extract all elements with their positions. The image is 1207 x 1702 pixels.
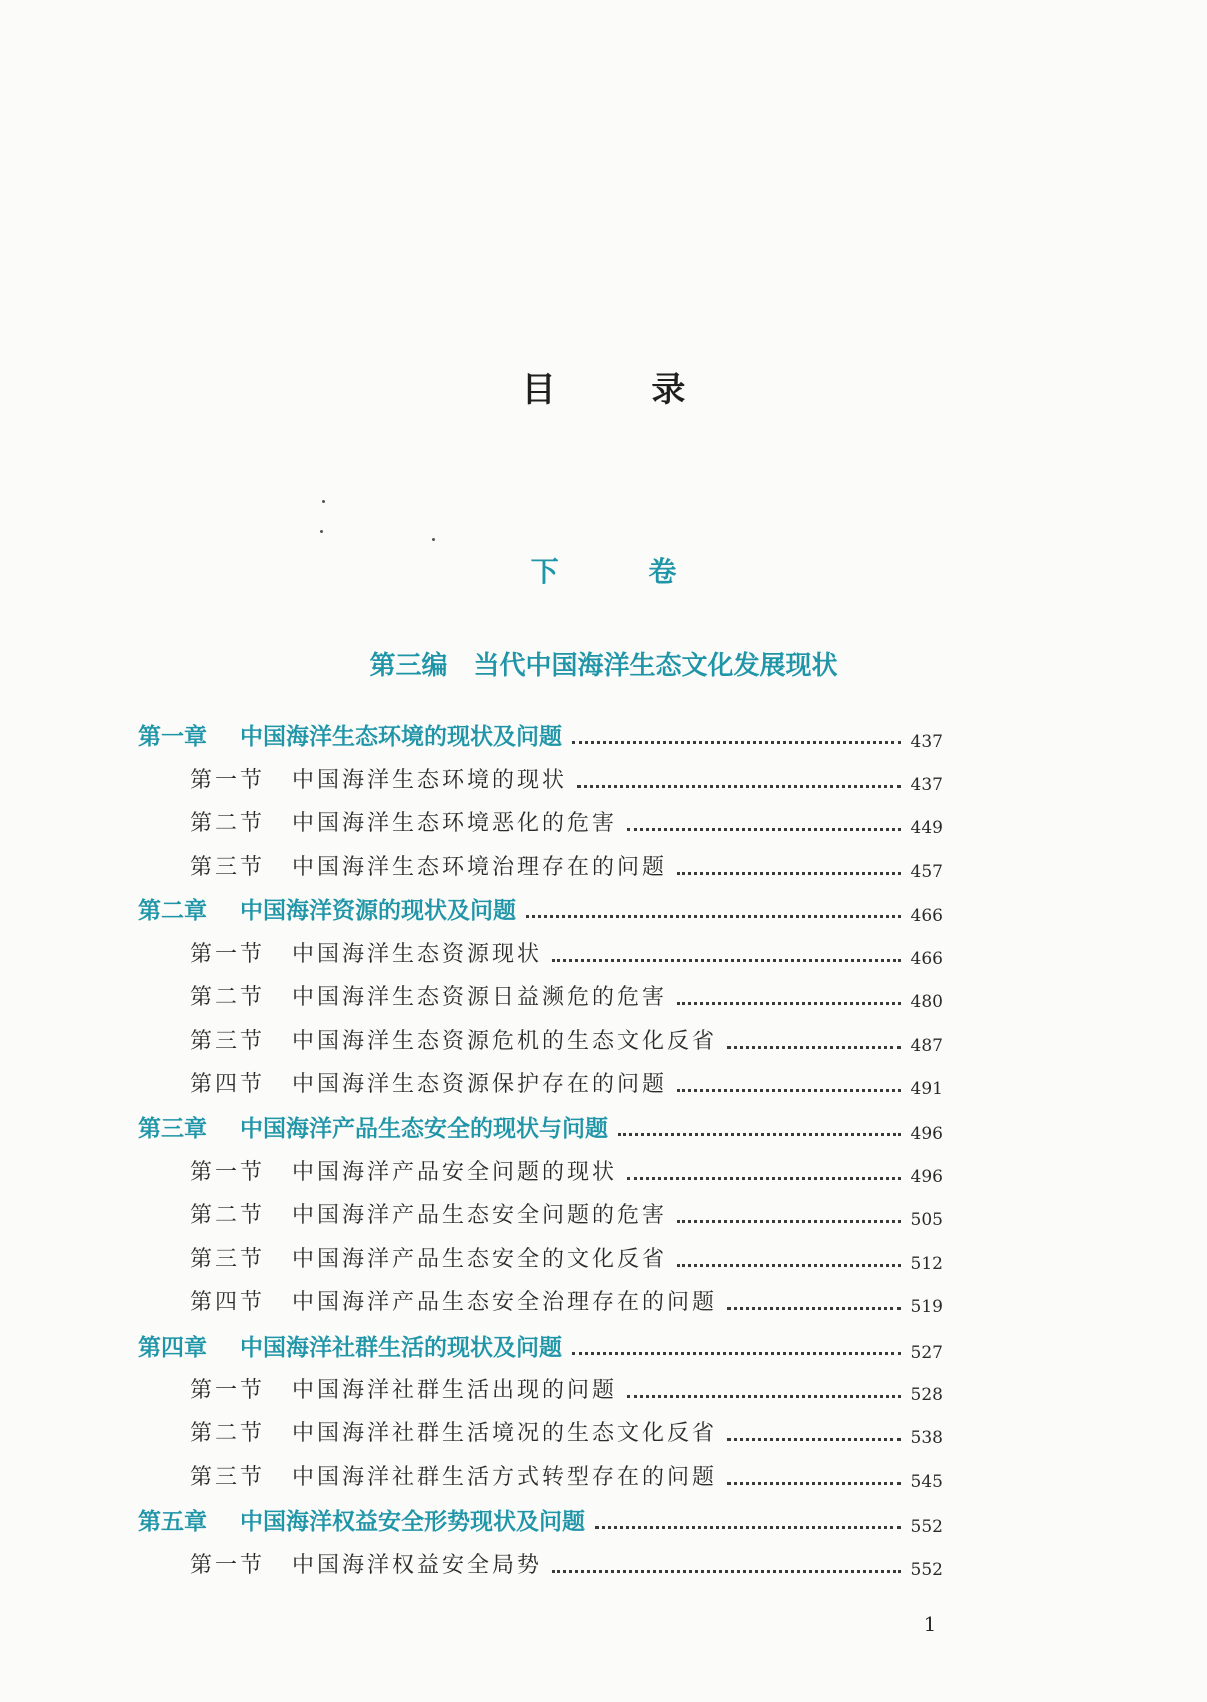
toc-number: 第二章 bbox=[138, 897, 207, 924]
toc-title: 中国海洋产品生态安全问题的危害 bbox=[292, 1203, 668, 1228]
toc-number: 第一节 bbox=[190, 1160, 266, 1185]
toc-title: 中国海洋生态资源日益濒危的危害 bbox=[292, 985, 668, 1010]
toc-number: 第二节 bbox=[190, 1421, 266, 1446]
dot-leader bbox=[572, 1352, 901, 1355]
toc-section bbox=[190, 1373, 943, 1404]
page-folio: 1 bbox=[923, 1612, 937, 1636]
toc-number: 第四节 bbox=[190, 1290, 266, 1315]
toc-chapter-5 bbox=[138, 1503, 943, 1536]
toc-page-number: 437 bbox=[910, 732, 943, 752]
toc-section bbox=[190, 1198, 943, 1229]
part-heading: 第三编 当代中国海洋生态文化发展现状 bbox=[369, 651, 838, 681]
toc-number: 第一节 bbox=[190, 942, 266, 967]
toc-number: 第三节 bbox=[190, 1247, 266, 1272]
dot-leader bbox=[727, 1307, 901, 1310]
scan-speck bbox=[322, 500, 325, 503]
toc-title: 中国海洋产品安全问题的现状 bbox=[292, 1160, 618, 1185]
toc-page-number: 519 bbox=[910, 1297, 943, 1317]
toc-number: 第四章 bbox=[138, 1334, 207, 1361]
toc-number: 第三章 bbox=[138, 1115, 207, 1142]
toc-title: 中国海洋生态环境治理存在的问题 bbox=[292, 855, 668, 880]
dot-leader bbox=[627, 828, 901, 831]
toc-title: 中国海洋生态资源保护存在的问题 bbox=[292, 1072, 668, 1097]
dot-leader bbox=[677, 1264, 901, 1267]
toc-section bbox=[190, 1285, 943, 1316]
toc-section bbox=[190, 1460, 943, 1491]
volume-heading: 下 卷 bbox=[530, 555, 717, 588]
toc-title: 中国海洋社群生活出现的问题 bbox=[292, 1378, 618, 1403]
dot-leader bbox=[727, 1438, 901, 1441]
toc-chapter-4 bbox=[138, 1329, 943, 1362]
toc-number: 第二节 bbox=[190, 1203, 266, 1228]
toc-page-number: 466 bbox=[910, 949, 943, 969]
toc-title: 中国海洋权益安全局势 bbox=[292, 1553, 543, 1578]
dot-leader bbox=[677, 1089, 901, 1092]
toc-page-number: 496 bbox=[910, 1167, 943, 1187]
toc-section bbox=[190, 1242, 943, 1273]
dot-leader bbox=[526, 915, 901, 918]
toc-section bbox=[190, 1024, 943, 1055]
toc-page-number: 457 bbox=[910, 862, 943, 882]
toc-title: 中国海洋生态资源现状 bbox=[292, 942, 543, 967]
toc-section bbox=[190, 937, 943, 968]
toc-page-number: 552 bbox=[910, 1560, 943, 1580]
toc-page-number: 512 bbox=[910, 1254, 943, 1274]
toc-chapter-3 bbox=[138, 1110, 943, 1143]
dot-leader bbox=[627, 1177, 901, 1180]
toc-page-number: 552 bbox=[910, 1517, 943, 1537]
toc-title: 中国海洋生态资源危机的生态文化反省 bbox=[292, 1029, 718, 1054]
toc-chapter-1 bbox=[138, 718, 943, 751]
dot-leader bbox=[552, 1570, 901, 1573]
toc-title: 中国海洋社群生活境况的生态文化反省 bbox=[292, 1421, 718, 1446]
dot-leader bbox=[627, 1395, 901, 1398]
toc-title: 中国海洋生态环境的现状及问题 bbox=[240, 723, 562, 750]
toc-page-number: 527 bbox=[910, 1343, 943, 1363]
dot-leader bbox=[552, 959, 901, 962]
toc-section bbox=[190, 1155, 943, 1186]
dot-leader bbox=[572, 741, 901, 744]
page-title: 目 录 bbox=[521, 370, 728, 410]
dot-leader bbox=[727, 1482, 901, 1485]
toc-number: 第一节 bbox=[190, 768, 266, 793]
toc-page-number: 545 bbox=[910, 1472, 943, 1492]
toc-title: 中国海洋生态环境恶化的危害 bbox=[292, 811, 618, 836]
dot-leader bbox=[677, 1220, 901, 1223]
dot-leader bbox=[618, 1133, 901, 1136]
toc-page-number: 491 bbox=[910, 1079, 943, 1099]
toc-page-number: 496 bbox=[910, 1124, 943, 1144]
toc-page-number: 449 bbox=[910, 818, 943, 838]
toc-page-number: 487 bbox=[910, 1036, 943, 1056]
scan-speck bbox=[432, 538, 435, 541]
toc-title: 中国海洋生态环境的现状 bbox=[292, 768, 568, 793]
toc-section bbox=[190, 1416, 943, 1447]
toc-section bbox=[190, 806, 943, 837]
dot-leader bbox=[727, 1046, 901, 1049]
toc-page-number: 538 bbox=[910, 1428, 943, 1448]
toc-number: 第四节 bbox=[190, 1072, 266, 1097]
toc-section bbox=[190, 850, 943, 881]
toc-title: 中国海洋社群生活的现状及问题 bbox=[240, 1334, 562, 1361]
scan-speck bbox=[320, 530, 323, 533]
toc-page-number: 437 bbox=[910, 775, 943, 795]
toc-section bbox=[190, 980, 943, 1011]
toc-number: 第三节 bbox=[190, 855, 266, 880]
toc-number: 第二节 bbox=[190, 811, 266, 836]
toc-chapter-2 bbox=[138, 892, 943, 925]
toc-number: 第一章 bbox=[138, 723, 207, 750]
toc-title: 中国海洋资源的现状及问题 bbox=[240, 897, 516, 924]
toc-section bbox=[190, 763, 943, 794]
dot-leader bbox=[677, 872, 901, 875]
toc-number: 第三节 bbox=[190, 1029, 266, 1054]
toc-page-number: 466 bbox=[910, 906, 943, 926]
toc-title: 中国海洋产品生态安全治理存在的问题 bbox=[292, 1290, 718, 1315]
toc-title: 中国海洋权益安全形势现状及问题 bbox=[240, 1508, 585, 1535]
toc-page-number: 528 bbox=[910, 1385, 943, 1405]
dot-leader bbox=[595, 1526, 901, 1529]
toc-section bbox=[190, 1067, 943, 1098]
toc-page-number: 480 bbox=[910, 992, 943, 1012]
toc-page-number: 505 bbox=[910, 1210, 943, 1230]
toc-section bbox=[190, 1548, 943, 1579]
toc-number: 第三节 bbox=[190, 1465, 266, 1490]
toc-title: 中国海洋产品生态安全的文化反省 bbox=[292, 1247, 668, 1272]
toc-title: 中国海洋产品生态安全的现状与问题 bbox=[240, 1115, 608, 1142]
toc-number: 第五章 bbox=[138, 1508, 207, 1535]
toc-number: 第一节 bbox=[190, 1378, 266, 1403]
toc-number: 第一节 bbox=[190, 1553, 266, 1578]
toc-number: 第二节 bbox=[190, 985, 266, 1010]
dot-leader bbox=[577, 785, 901, 788]
toc-title: 中国海洋社群生活方式转型存在的问题 bbox=[292, 1465, 718, 1490]
dot-leader bbox=[677, 1002, 901, 1005]
